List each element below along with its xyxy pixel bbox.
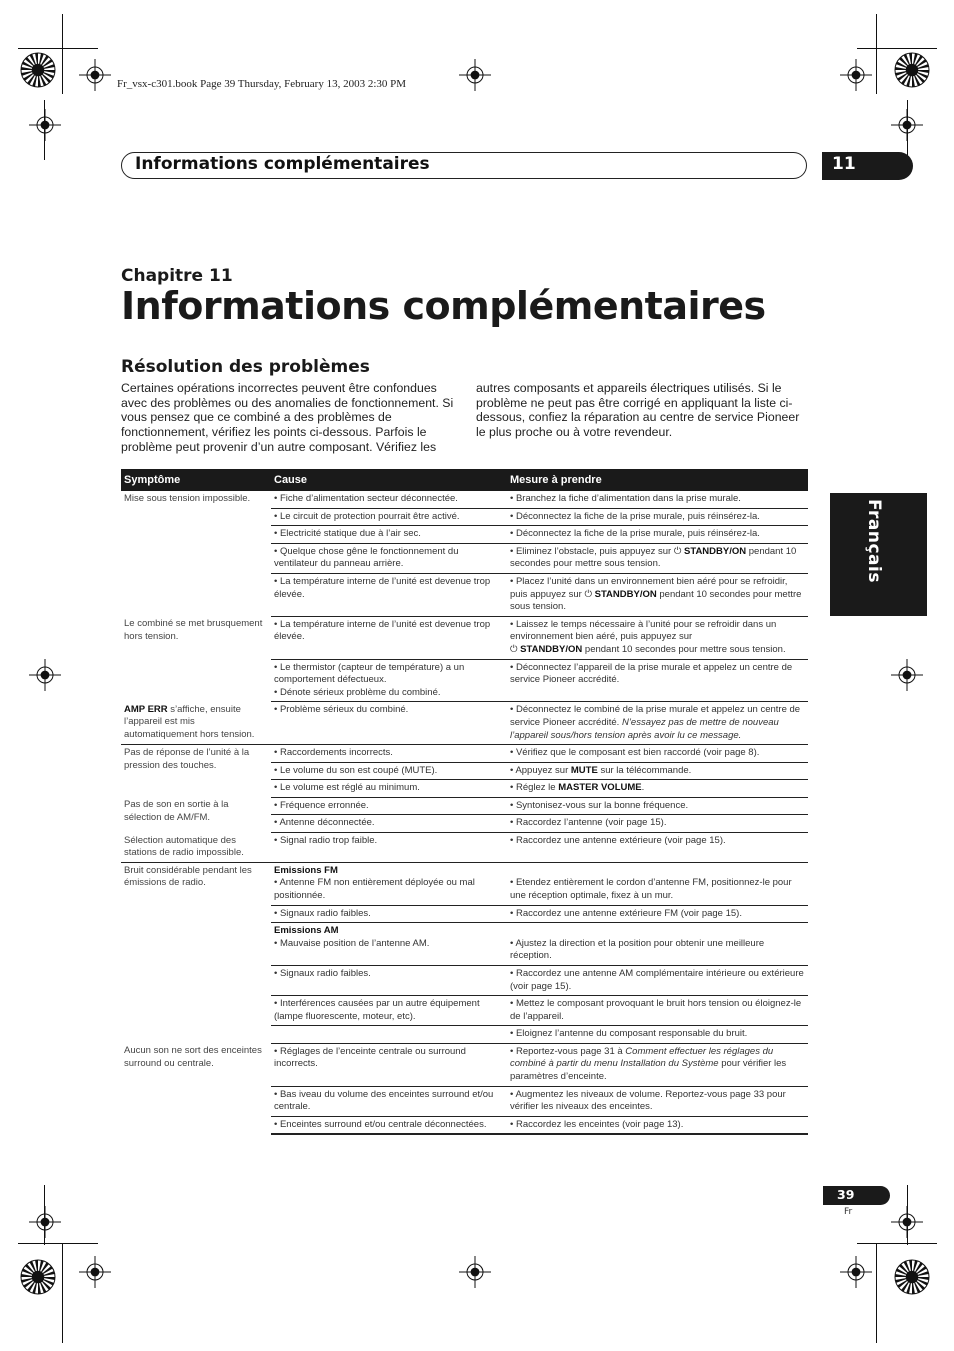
troubleshooting-table-wrapper (121, 469, 808, 1135)
cause-cell: • Réglages de l’enceinte centrale ou surround incorrects. (271, 1043, 507, 1086)
table-row (121, 745, 808, 763)
page-title: Informations complémentaires (121, 284, 766, 328)
action-cell: • Branchez la fiche d’alimentation dans la prise murale. (507, 491, 808, 508)
action-cell: • Etendez entièrement le cordon d’antenne FM, positionnez-le pour une réception optimale, fixez à un mur. (507, 862, 808, 905)
chapter-label: Chapitre 11 (121, 266, 233, 286)
cause-cell: • Signaux radio faibles. (271, 905, 507, 923)
page-language-code: Fr (844, 1207, 853, 1217)
action-cell: • Déconnectez l’appareil de la prise murale et appelez un centre de service Pioneer accrédité. (507, 659, 808, 702)
file-info: Fr_vsx-c301.book Page 39 Thursday, February 13, 2003 2:30 PM (117, 78, 407, 90)
registration-mark-icon (459, 59, 491, 91)
cause-cell: • Antenne déconnectée. (271, 815, 507, 833)
crop-line (62, 1243, 63, 1343)
action-cell: • Syntonisez-vous sur la bonne fréquence. (507, 797, 808, 815)
cause-cell: • Le circuit de protection pourrait être activé. (271, 508, 507, 526)
action-cell: • Déconnectez la fiche de la prise murale, puis réinsérez-la. (507, 508, 808, 526)
cause-cell: • Le volume du son est coupé (MUTE). (271, 762, 507, 780)
intro-text-right: autres composants et appareils électriques utilisés. Si le problème ne peut pas être corrigé en appliquant la liste ci-dessous, confiez la réparation au centre de service Pioneer le plus proche ou à votre revendeur. (476, 381, 800, 440)
cause-cell: • Le volume est réglé au minimum. (271, 780, 507, 798)
symptom-cell: AMP ERR s’affiche, ensuite l’appareil est mis automatiquement hors tension. (121, 702, 271, 745)
cause-cell: • Fiche d’alimentation secteur déconnectée. (271, 491, 507, 508)
page-number-badge (823, 1186, 890, 1205)
registration-mark-icon (840, 59, 872, 91)
table-row (121, 616, 808, 659)
page-number: 39 (837, 1187, 855, 1202)
crop-line (857, 48, 937, 49)
action-cell: • Placez l’unité dans un environnement bien aéré pour se refroidir, puis appuyez sur ⏻ STANDBY/ON pendant 10 secondes pour mettre sous tension. (507, 573, 808, 616)
color-wheel-icon (20, 1259, 56, 1295)
action-cell: • Augmentez les niveaux de volume. Reportez-vous page 33 pour vérifier les niveaux des enceintes. (507, 1086, 808, 1116)
cause-cell: • Enceintes surround et/ou centrale déconnectées. (271, 1116, 507, 1134)
cause-cell: • Le thermistor (capteur de température) a un comportement défectueux. • Dénote sérieux problème du combiné. (271, 659, 507, 702)
header-title: Informations complémentaires (135, 154, 430, 174)
symptom-cell: Pas de son en sortie à la sélection de AM/FM. (124, 799, 229, 823)
cause-cell: • La température interne de l’unité est devenue trop élevée. (271, 573, 507, 616)
cause-cell: • Electricité statique due à l’air sec. (271, 526, 507, 544)
action-cell: • Déconnectez la fiche de la prise murale, puis réinsérez-la. (507, 526, 808, 544)
symptom-cell: Aucun son ne sort des enceintes surround ou centrale. (124, 1045, 262, 1069)
table-row (121, 833, 808, 863)
crop-line (857, 1243, 937, 1244)
action-cell: • Eliminez l’obstacle, puis appuyez sur ⏻ STANDBY/ON pendant 10 secondes pour mettre sous tension. (507, 543, 808, 573)
action-cell: • Vérifiez que le composant est bien raccordé (voir page 8). (507, 745, 808, 763)
action-cell: • Raccordez une antenne AM complémentaire intérieure ou extérieure (voir page 15). (507, 965, 808, 995)
cause-cell: • Bas iveau du volume des enceintes surround et/ou centrale. (271, 1086, 507, 1116)
action-cell: • Raccordez l’antenne (voir page 15). (507, 815, 808, 833)
table-row (121, 491, 808, 508)
symptom-cell: Mise sous tension impossible. (124, 493, 251, 504)
registration-mark-icon (79, 1256, 111, 1288)
symptom-cell: Pas de réponse de l’unité à la pression des touches. (124, 747, 250, 771)
troubleshooting-table (121, 469, 808, 1135)
action-cell: • Ajustez la direction et la position pour obtenir une meilleure réception. (507, 923, 808, 966)
intro-text-left: Certaines opérations incorrectes peuvent être confondues avec des problèmes ou des anomalies de fonctionnement. Si vous pensez que ce combiné a des problèmes de fonctionnement, vérifiez les points ci-dessous. Parfois le problème peut provenir d’un autre composant. Vérifiez les (121, 381, 454, 454)
action-cell: • Réglez le MASTER VOLUME. (507, 780, 808, 798)
cause-cell: • Problème sérieux du combiné. (271, 702, 507, 745)
crop-line (876, 1243, 877, 1343)
action-cell: • Raccordez une antenne extérieure FM (voir page 15). (507, 905, 808, 923)
section-title: Résolution des problèmes (121, 357, 370, 377)
chapter-number: 11 (832, 154, 856, 174)
action-cell: • Mettez le composant provoquant le bruit hors tension ou éloignez-le de l’appareil. (507, 996, 808, 1026)
cause-cell: • Interférences causées par un autre équipement (lampe fluorescente, moteur, etc). (271, 996, 507, 1026)
table-row (121, 862, 808, 905)
registration-mark-icon (891, 109, 923, 141)
action-cell: • Laissez le temps nécessaire à l’unité pour se refroidir dans un environnement bien aéré, puis appuyez sur ⏻ STANDBY/ON pendant 10 secondes pour mettre sous tension. (507, 616, 808, 659)
crop-line (62, 14, 63, 94)
action-cell: • Eloignez l’antenne du composant responsable du bruit. (507, 1026, 808, 1044)
column-header-cause: Cause (271, 469, 507, 491)
chapter-number-badge (822, 152, 913, 180)
cause-cell: • Quelque chose gêne le fonctionnement du ventilateur du panneau arrière. (271, 543, 507, 573)
action-cell: • Raccordez une antenne extérieure (voir page 15). (507, 833, 808, 863)
registration-mark-icon (29, 1206, 61, 1238)
action-cell: • Reportez-vous page 31 à Comment effectuer les réglages du combiné à partir du menu Installation du Système pour vérifier les paramètres d’enceinte. (507, 1043, 808, 1086)
color-wheel-icon (894, 52, 930, 88)
table-row (121, 702, 808, 745)
color-wheel-icon (894, 1259, 930, 1295)
symptom-cell: Le combiné se met brusquement hors tension. (124, 618, 263, 642)
crop-line (876, 14, 877, 94)
language-tab (830, 493, 927, 616)
registration-mark-icon (891, 1206, 923, 1238)
action-cell: • Raccordez les enceintes (voir page 13). (507, 1116, 808, 1134)
registration-mark-icon (459, 1256, 491, 1288)
crop-line (18, 1243, 98, 1244)
symptom-cell: Sélection automatique des stations de radio impossible. (121, 833, 271, 863)
cause-cell: • Signal radio trop faible. (271, 833, 507, 863)
cause-cell: Emissions FM • Antenne FM non entièrement déployée ou mal positionnée. (271, 862, 507, 905)
cause-cell: • Raccordements incorrects. (271, 745, 507, 763)
registration-mark-icon (29, 659, 61, 691)
table-body (121, 491, 808, 1134)
column-header-symptom: Symptôme (121, 469, 271, 491)
registration-mark-icon (29, 109, 61, 141)
cause-cell: • La température interne de l’unité est devenue trop élevée. (271, 616, 507, 659)
column-header-action: Mesure à prendre (507, 469, 808, 491)
table-row (121, 797, 808, 815)
crop-line (18, 48, 98, 49)
cause-cell: Emissions AM • Mauvaise position de l’antenne AM. (271, 923, 507, 966)
color-wheel-icon (20, 52, 56, 88)
action-cell: • Déconnectez le combiné de la prise murale et appelez un centre de service Pioneer accrédité. N’essayez pas de mettre de nouveau l’appareil sous/hors tension après avoir lu ce message. (507, 702, 808, 745)
cause-cell (271, 1026, 507, 1044)
table-header-row (121, 469, 808, 491)
action-cell: • Appuyez sur MUTE sur la télécommande. (507, 762, 808, 780)
language-tab-label: Français (864, 499, 884, 583)
registration-mark-icon (891, 659, 923, 691)
table-row (121, 1043, 808, 1086)
symptom-cell: Bruit considérable pendant les émissions de radio. (124, 864, 252, 889)
cause-cell: • Fréquence erronnée. (271, 797, 507, 815)
registration-mark-icon (79, 59, 111, 91)
cause-cell: • Signaux radio faibles. (271, 965, 507, 995)
registration-mark-icon (840, 1256, 872, 1288)
